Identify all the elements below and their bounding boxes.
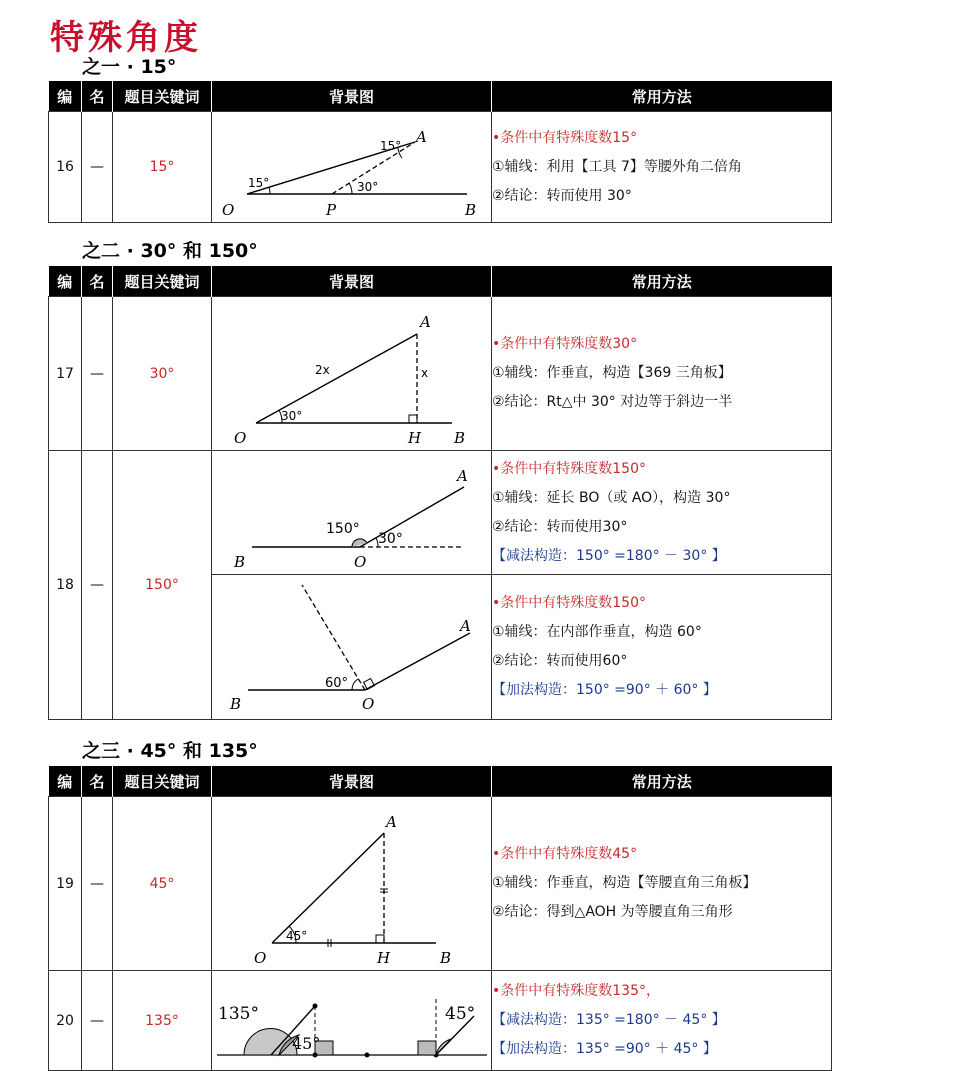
method-line: ②结论：转而使用30° xyxy=(492,518,628,535)
figure-150-subtract xyxy=(212,451,492,575)
angle-label-135: 135° xyxy=(218,1004,259,1024)
method-cell xyxy=(492,971,832,1071)
row-keyword: 45° xyxy=(113,797,212,971)
method-line: 【加法构造：150° =90° ＋ 60° 】 xyxy=(492,682,717,698)
label-B: B xyxy=(440,949,452,967)
angle-label-A: 15° xyxy=(380,139,402,153)
header-figure: 背景图 xyxy=(212,81,492,112)
label-O: O xyxy=(362,695,375,713)
method-line: ①辅线：在内部作垂直，构造 60° xyxy=(492,624,702,640)
angle-label-O: 45° xyxy=(286,929,308,943)
side-label-x: x xyxy=(421,366,429,380)
row-name: — xyxy=(82,797,113,971)
row-number: 18 xyxy=(49,451,82,720)
label-B: B xyxy=(230,695,242,713)
method-line: •条件中有特殊度数135°， xyxy=(492,983,660,999)
table-row xyxy=(49,112,832,223)
header-num: 编 xyxy=(49,766,82,797)
method-line: •条件中有特殊度数45° xyxy=(492,846,638,862)
angle-label-150: 150° xyxy=(326,521,360,537)
header-keyword: 题目关键词 xyxy=(113,266,212,297)
method-line: ①辅线：利用【工具 7】等腰外角二倍角 xyxy=(492,158,742,175)
row-number: 19 xyxy=(49,797,82,971)
table-header xyxy=(49,766,832,797)
method-line: ②结论：转而使用60° xyxy=(492,653,628,669)
header-name: 名 xyxy=(82,766,113,797)
row-keyword: 150° xyxy=(113,451,212,720)
label-O: O xyxy=(222,201,235,219)
page-title: 特殊角度 xyxy=(50,18,202,58)
table-row xyxy=(49,297,832,451)
method-cell xyxy=(492,297,832,451)
header-figure: 背景图 xyxy=(212,766,492,797)
table-row xyxy=(49,451,832,575)
header-method: 常用方法 xyxy=(492,766,832,797)
method-line: 【减法构造：135° =180° － 45° 】 xyxy=(492,1012,726,1028)
side-label-2x: 2x xyxy=(315,363,330,377)
angle-label-O: 15° xyxy=(248,176,270,190)
angle-label-45-left: 45° xyxy=(292,1034,321,1053)
label-O: O xyxy=(354,553,367,571)
table-row xyxy=(49,971,832,1071)
method-cell xyxy=(492,575,832,720)
label-B: B xyxy=(465,201,477,219)
angle-label-60: 60° xyxy=(325,676,349,691)
label-H: H xyxy=(377,949,391,967)
row-name: — xyxy=(82,112,113,223)
figure-45 xyxy=(212,797,492,971)
figure-15 xyxy=(212,112,492,223)
method-line: •条件中有特殊度数150° xyxy=(492,460,646,477)
method-line: ①辅线：作垂直，构造【等腰直角三角板】 xyxy=(492,875,757,891)
header-figure: 背景图 xyxy=(212,266,492,297)
label-O: O xyxy=(234,429,247,447)
label-B: B xyxy=(234,553,246,571)
row-name: — xyxy=(82,451,113,720)
figure-30 xyxy=(212,297,492,451)
header-keyword: 题目关键词 xyxy=(113,766,212,797)
header-keyword: 题目关键词 xyxy=(113,81,212,112)
angle-label-45-right: 45° xyxy=(445,1004,476,1024)
figure-150-add xyxy=(212,575,492,720)
label-B: B xyxy=(454,429,466,447)
label-A: A xyxy=(420,313,431,331)
table-30-150 xyxy=(48,266,832,720)
label-O: O xyxy=(254,949,267,967)
table-45-135 xyxy=(48,766,832,1071)
header-name: 名 xyxy=(82,266,113,297)
method-line: •条件中有特殊度数15° xyxy=(492,129,638,146)
label-A: A xyxy=(460,617,471,635)
header-num: 编 xyxy=(49,266,82,297)
label-A: A xyxy=(386,813,397,831)
table-row xyxy=(49,797,832,971)
angle-label-O: 30° xyxy=(281,409,303,423)
method-line: ②结论：得到△AOH 为等腰直角三角形 xyxy=(492,904,733,920)
method-line: 【加法构造：135° =90° ＋ 45° 】 xyxy=(492,1041,717,1057)
row-name: — xyxy=(82,971,113,1071)
method-cell xyxy=(492,112,832,223)
table-15 xyxy=(48,81,832,223)
figure-135 xyxy=(212,971,492,1071)
method-line: ①辅线：作垂直，构造【369 三角板】 xyxy=(492,365,732,381)
header-method: 常用方法 xyxy=(492,266,832,297)
method-line: ②结论：转而使用 30° xyxy=(492,187,632,204)
method-line: ②结论：Rt△中 30° 对边等于斜边一半 xyxy=(492,394,733,410)
row-keyword: 135° xyxy=(113,971,212,1071)
row-number: 17 xyxy=(49,297,82,451)
row-number: 20 xyxy=(49,971,82,1071)
label-H: H xyxy=(408,429,422,447)
method-cell xyxy=(492,451,832,575)
method-cell xyxy=(492,797,832,971)
angle-label-P: 30° xyxy=(357,180,379,194)
header-name: 名 xyxy=(82,81,113,112)
row-keyword: 30° xyxy=(113,297,212,451)
section-heading-30-150: 之二 · 30° 和 150° xyxy=(82,240,258,262)
header-method: 常用方法 xyxy=(492,81,832,112)
method-line: ①辅线：延长 BO（或 AO），构造 30° xyxy=(492,489,731,506)
section-heading-15: 之一 · 15° xyxy=(82,56,177,78)
table-header xyxy=(49,266,832,297)
label-A: A xyxy=(416,128,427,146)
header-num: 编 xyxy=(49,81,82,112)
section-heading-45-135: 之三 · 45° 和 135° xyxy=(82,740,258,762)
angle-label-30: 30° xyxy=(378,531,403,547)
label-A: A xyxy=(457,467,468,485)
row-keyword: 15° xyxy=(113,112,212,223)
method-line: •条件中有特殊度数150° xyxy=(492,595,646,611)
row-number: 16 xyxy=(49,112,82,223)
method-line: 【减法构造：150° =180° － 30° 】 xyxy=(492,547,726,564)
label-P: P xyxy=(326,201,337,219)
method-line: •条件中有特殊度数30° xyxy=(492,336,638,352)
table-header xyxy=(49,81,832,112)
row-name: — xyxy=(82,297,113,451)
